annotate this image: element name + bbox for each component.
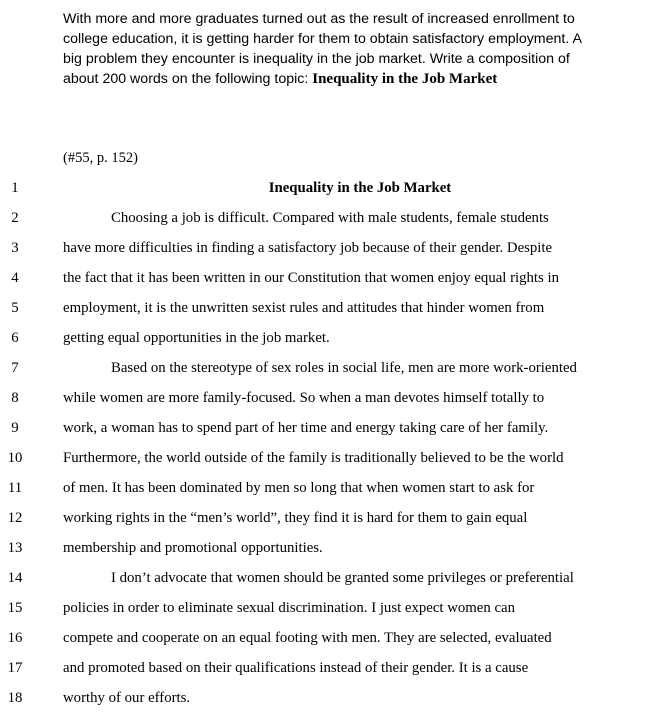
line-number: 7 <box>11 360 19 376</box>
essay-line <box>0 293 669 323</box>
line-number: 3 <box>11 240 19 256</box>
essay-line <box>0 443 669 473</box>
line-text: and promoted based on their qualifications instead of their gender. It is a cause <box>63 660 529 676</box>
writing-prompt <box>63 9 663 89</box>
line-number: 9 <box>11 420 19 436</box>
line-text: have more difficulties in finding a satisfactory job because of their gender. Despite <box>63 240 553 256</box>
line-text: I don’t advocate that women should be granted some privileges or preferential <box>111 570 574 586</box>
line-number: 16 <box>7 630 23 646</box>
essay-line <box>0 683 669 713</box>
line-text: the fact that it has been written in our Constitution that women enjoy equal rights in <box>63 270 560 286</box>
line-number: 11 <box>7 480 23 496</box>
essay-title: Inequality in the Job Market <box>268 180 452 196</box>
prompt-line-4: about 200 words on the following topic: <box>63 71 313 87</box>
essay <box>0 173 669 713</box>
essay-line <box>0 533 669 563</box>
essay-line <box>0 323 669 353</box>
line-text: compete and cooperate on an equal footing with men. They are selected, evaluated <box>63 630 552 646</box>
line-number: 5 <box>11 300 19 316</box>
line-text: Furthermore, the world outside of the family is traditionally believed to be the world <box>63 450 564 466</box>
essay-line <box>0 503 669 533</box>
line-text: worthy of our efforts. <box>63 690 191 706</box>
essay-line <box>0 593 669 623</box>
line-number: 13 <box>7 540 23 556</box>
essay-line <box>0 623 669 653</box>
line-number: 14 <box>7 570 23 586</box>
prompt-topic: Inequality in the Job Market <box>312 71 498 87</box>
line-number: 6 <box>11 330 19 346</box>
essay-line <box>0 563 669 593</box>
essay-title-line <box>0 173 669 203</box>
line-number: 17 <box>7 660 23 676</box>
line-text: Choosing a job is difficult. Compared with male students, female students <box>111 210 549 226</box>
line-text: working rights in the “men’s world”, they find it is hard for them to gain equal <box>63 510 528 526</box>
essay-line <box>0 383 669 413</box>
line-text: employment, it is the unwritten sexist rules and attitudes that hinder women from <box>63 300 545 316</box>
source-reference: (#55, p. 152) <box>63 150 138 166</box>
line-text: work, a woman has to spend part of her time and energy taking care of her family. <box>63 420 549 436</box>
line-number: 10 <box>7 450 23 466</box>
line-text: of men. It has been dominated by men so long that when women start to ask for <box>63 480 535 496</box>
essay-line <box>0 653 669 683</box>
essay-line <box>0 263 669 293</box>
prompt-line-1: With more and more graduates turned out as the result of increased enrollment to <box>63 11 575 27</box>
line-number: 12 <box>7 510 23 526</box>
essay-line <box>0 413 669 443</box>
essay-line <box>0 353 669 383</box>
essay-line <box>0 473 669 503</box>
line-text: Based on the stereotype of sex roles in social life, men are more work-oriented <box>111 360 577 376</box>
line-text: getting equal opportunities in the job market. <box>63 330 330 346</box>
line-number: 8 <box>11 390 19 406</box>
line-number: 4 <box>11 270 19 286</box>
line-text: membership and promotional opportunities. <box>63 540 323 556</box>
essay-line <box>0 233 669 263</box>
line-text: while women are more family-focused. So when a man devotes himself totally to <box>63 390 545 406</box>
line-number: 2 <box>11 210 19 226</box>
line-number: 1 <box>11 180 19 196</box>
essay-line <box>0 203 669 233</box>
prompt-line-3: big problem they encounter is inequality in the job market. Write a composition of <box>63 51 570 67</box>
line-number: 15 <box>7 600 23 616</box>
line-number: 18 <box>7 690 23 706</box>
line-text: policies in order to eliminate sexual discrimination. I just expect women can <box>63 600 515 616</box>
prompt-line-2: college education, it is getting harder for them to obtain satisfactory employment. A <box>63 31 582 47</box>
